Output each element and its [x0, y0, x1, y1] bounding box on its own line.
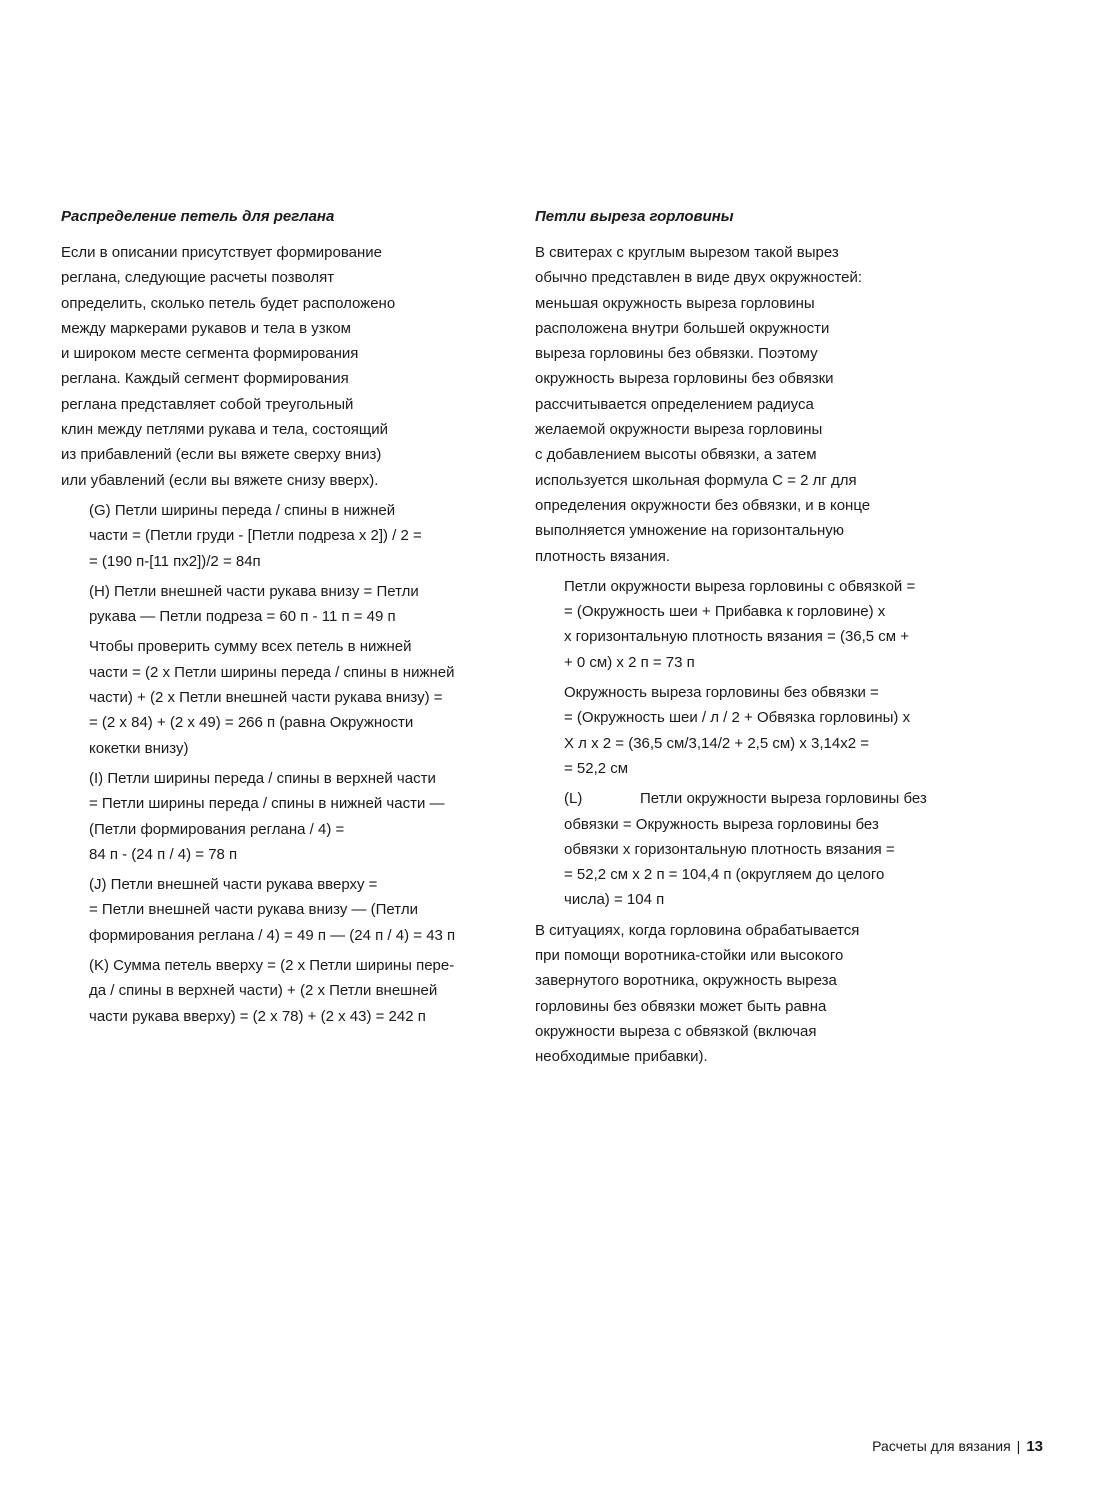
text-line: между маркерами рукавов и тела в узком	[61, 319, 351, 337]
formula-j	[61, 872, 491, 948]
text-line: (J) Петли внешней части рукава вверху =	[89, 876, 378, 894]
text-line: (H) Петли внешней части рукава внизу = Петли	[89, 582, 419, 600]
text-line: Если в описании присутствует формирование	[61, 244, 382, 261]
text-line: меньшая окружность выреза горловины	[535, 294, 815, 312]
text-line: из прибавлений (если вы вяжете сверху вниз)	[61, 446, 382, 464]
left-intro	[61, 240, 491, 493]
text-line: выполняется умножение на горизонтальную	[535, 522, 845, 540]
neckline-with-band	[535, 574, 965, 675]
text-line: определить, сколько петель будет расположено	[61, 294, 396, 312]
formula-h	[61, 579, 491, 630]
text-line: обычно представлен в виде двух окружностей:	[535, 269, 863, 287]
text-line: клин между петлями рукава и тела, состоящий	[61, 421, 389, 439]
text-line: окружности выреза с обвязкой (включая	[535, 1022, 817, 1040]
text-line: рассчитывается определением радиуса	[535, 395, 814, 413]
text-line: = (190 п-[11 пх2])/2 = 84п	[89, 552, 261, 570]
neckline-without-band	[535, 680, 965, 781]
formula-g	[61, 498, 491, 574]
text-line: реглана. Каждый сегмент формирования	[61, 370, 349, 388]
text-line: формирования реглана / 4) = 49 п — (24 п / 4) = 43 п	[89, 926, 456, 944]
text-line: числа) = 104 п	[564, 891, 665, 909]
text-line: Чтобы проверить сумму всех петель в нижней	[89, 638, 412, 656]
text-line: окружность выреза горловины без обвязки	[535, 370, 834, 388]
text-line: 84 п - (24 п / 4) = 78 п	[89, 845, 238, 863]
footer-separator: |	[1016, 1438, 1021, 1454]
text-line: (I) Петли ширины переда / спины в верхней части	[89, 769, 436, 787]
left-heading: Распределение петель для реглана	[61, 208, 335, 225]
text-line: части = (2 х Петли ширины переда / спины в нижней	[89, 663, 455, 681]
right-column	[535, 206, 965, 1070]
text-line: = (2 х 84) + (2 х 49) = 266 п (равна Окружности	[89, 714, 414, 732]
text-line: обвязки х горизонтальную плотность вязания =	[564, 840, 895, 858]
text-line: и широком месте сегмента формирования	[61, 345, 359, 363]
text-line: плотность вязания.	[535, 547, 670, 565]
text-line: реглана, следующие расчеты позволят	[61, 269, 335, 287]
text-line: используется школьная формула С = 2 лг для	[535, 471, 857, 489]
text-line: Петли окружности выреза горловины без	[640, 790, 927, 808]
text-line: с добавлением высоты обвязки, а затем	[535, 446, 817, 464]
text-line: В свитерах с круглым вырезом такой вырез	[535, 244, 839, 261]
text-line: Х л х 2 = (36,5 см/3,14/2 + 2,5 см) х 3,14х2 =	[564, 734, 869, 752]
formula-i	[61, 766, 491, 867]
right-outro	[535, 918, 965, 1070]
text-line: или убавлений (если вы вяжете снизу вверх).	[61, 471, 379, 489]
text-line: части = (Петли груди - [Петли подреза х 2]) / 2 =	[89, 527, 422, 545]
text-line: В ситуациях, когда горловина обрабатывается	[535, 921, 860, 939]
formula-l	[535, 786, 965, 912]
left-column	[61, 206, 491, 1034]
text-line: реглана представляет собой треугольный	[61, 395, 354, 413]
formula-label: (L)	[564, 790, 583, 808]
text-line: горловины без обвязки может быть равна	[535, 997, 827, 1015]
text-line: при помощи воротника-стойки или высокого	[535, 947, 844, 965]
text-line: да / спины в верхней части) + (2 х Петли внешней	[89, 982, 438, 1000]
text-line: = 52,2 см х 2 п = 104,4 п (округляем до целого	[564, 866, 885, 884]
text-line: = 52,2 см	[564, 759, 629, 777]
text-line: (G) Петли ширины переда / спины в нижней	[89, 501, 396, 519]
text-line: (Петли формирования реглана / 4) =	[89, 820, 345, 838]
text-line: определения окружности без обвязки, и в конце	[535, 496, 871, 514]
right-intro	[535, 240, 965, 569]
text-line	[564, 786, 965, 811]
section-title: Расчеты для вязания	[872, 1438, 1011, 1454]
text-line: необходимые прибавки).	[535, 1048, 708, 1066]
right-heading: Петли выреза горловины	[535, 208, 734, 225]
text-line: завернутого воротника, окружность выреза	[535, 972, 837, 990]
text-line: Петли окружности выреза горловины с обвязкой =	[564, 577, 916, 595]
text-line: = Петли ширины переда / спины в нижней части —	[89, 795, 445, 813]
text-line: части) + (2 х Петли внешней части рукава внизу) =	[89, 689, 443, 707]
text-line: + 0 см) х 2 п = 73 п	[564, 653, 695, 671]
text-line: расположена внутри большей окружности	[535, 319, 830, 337]
text-line: = Петли внешней части рукава внизу — (Петли	[89, 901, 418, 919]
text-line: обвязки = Окружность выреза горловины без	[564, 815, 879, 833]
text-line: желаемой окружности выреза горловины	[535, 421, 823, 439]
text-line: = (Окружность шеи / л / 2 + Обвязка горловины) х	[564, 709, 911, 727]
text-line: части рукава вверху) = (2 х 78) + (2 х 43) = 242 п	[89, 1007, 426, 1025]
text-line: кокетки внизу)	[89, 739, 189, 757]
text-line: (K) Сумма петель вверху = (2 х Петли ширины пере-	[89, 957, 455, 975]
formula-k	[61, 953, 491, 1029]
page-footer	[872, 1436, 1043, 1457]
text-line: рукава — Петли подреза = 60 п - 11 п = 49 п	[89, 608, 396, 626]
page-number: 13	[1026, 1438, 1043, 1455]
text-line: х горизонтальную плотность вязания = (36,5 см +	[564, 628, 910, 646]
text-line: = (Окружность шеи + Прибавка к горловине) х	[564, 603, 886, 621]
text-line: выреза горловины без обвязки. Поэтому	[535, 345, 818, 363]
check-sum	[61, 634, 491, 760]
text-line: Окружность выреза горловины без обвязки =	[564, 684, 879, 702]
